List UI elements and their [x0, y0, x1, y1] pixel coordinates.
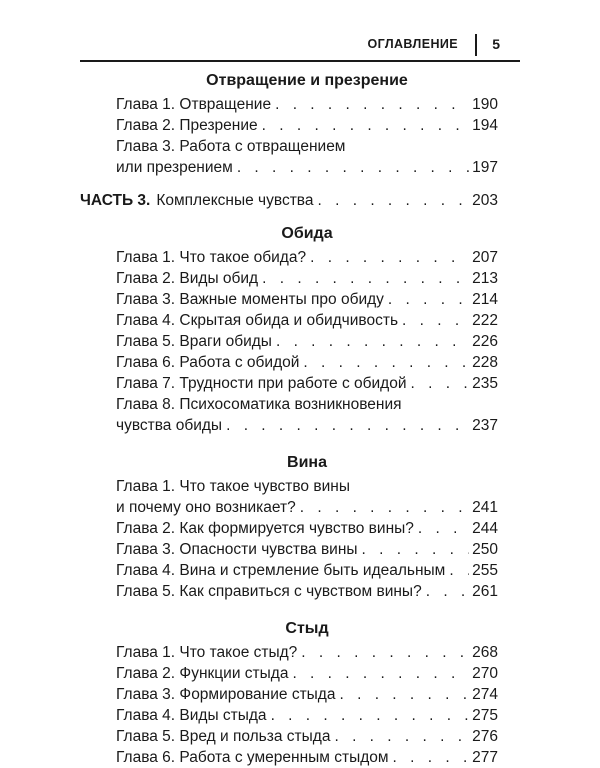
section-title-disgust: Отвращение и презрение: [206, 72, 408, 89]
entry-text: Глава 2. Виды обид: [116, 270, 259, 287]
leader-dots: [262, 268, 469, 289]
toc-entry[interactable]: [116, 476, 498, 518]
entry-page: 270: [472, 665, 498, 682]
entry-text-continued: или презрением: [116, 159, 233, 176]
entry-text: Глава 4. Виды стыда: [116, 707, 267, 724]
leader-dots: [418, 518, 469, 539]
toc-entry[interactable]: [116, 394, 498, 436]
entry-page: 276: [472, 728, 498, 745]
toc-entry[interactable]: [116, 247, 498, 268]
entry-page: 226: [472, 333, 498, 350]
leader-dots: [334, 726, 469, 747]
section-title-shame: Стыд: [285, 620, 329, 637]
entry-text: Глава 3. Работа с отвращением: [116, 138, 346, 155]
entry-page: 274: [472, 686, 498, 703]
leader-dots: [411, 373, 470, 394]
entry-text-continued: и почему оно возникает?: [116, 499, 296, 516]
leader-dots: [310, 247, 469, 268]
toc-entry[interactable]: [116, 705, 498, 726]
entry-page: 255: [472, 562, 498, 579]
entry-text: Глава 5. Враги обиды: [116, 333, 272, 350]
toc-entry[interactable]: [116, 663, 498, 684]
toc-entry[interactable]: [116, 268, 498, 289]
toc-entry[interactable]: [116, 94, 498, 115]
entry-page: 235: [472, 375, 498, 392]
entry-page: 237: [472, 417, 498, 434]
leader-dots: [388, 289, 469, 310]
running-header-section: ОГЛАВЛЕНИЕ: [367, 37, 458, 51]
entry-page: 197: [472, 159, 498, 176]
entry-text: Глава 2. Функции стыда: [116, 665, 289, 682]
entry-page: 275: [472, 707, 498, 724]
entry-text: Глава 8. Психосоматика возникновения: [116, 396, 402, 413]
entry-text: Глава 1. Что такое обида?: [116, 249, 307, 266]
entry-text: Глава 6. Работа с обидой: [116, 354, 300, 371]
entry-page: 194: [472, 117, 498, 134]
toc-entry[interactable]: [116, 115, 498, 136]
toc-entry[interactable]: [116, 560, 498, 581]
section-title-resentment: Обида: [281, 225, 333, 242]
entry-text: Глава 1. Что такое стыд?: [116, 644, 298, 661]
leader-dots: [402, 310, 469, 331]
entry-text-continued: чувства обиды: [116, 417, 223, 434]
entry-text: Глава 4. Скрытая обида и обидчивость: [116, 312, 399, 329]
leader-dots: [226, 415, 469, 436]
toc-entry[interactable]: [116, 581, 498, 602]
leader-dots: [276, 331, 469, 352]
page-number: 5: [492, 36, 500, 52]
toc-entry[interactable]: [116, 136, 498, 178]
entry-page: 244: [472, 520, 498, 537]
entry-text: Глава 3. Формирование стыда: [116, 686, 336, 703]
toc-entry[interactable]: [116, 747, 498, 768]
leader-dots: [426, 581, 469, 602]
entry-text: Глава 5. Вред и польза стыда: [116, 728, 331, 745]
toc-entry[interactable]: [116, 310, 498, 331]
leader-dots: [271, 705, 470, 726]
part-label: ЧАСТЬ 3.: [80, 192, 151, 209]
entry-text: Глава 2. Презрение: [116, 117, 258, 134]
toc-entry[interactable]: [116, 726, 498, 747]
entry-page: 241: [472, 499, 498, 516]
leader-dots: [362, 539, 470, 560]
entry-page: 277: [472, 749, 498, 766]
entry-text: Глава 5. Как справиться с чувством вины?: [116, 583, 422, 600]
entry-text: Глава 1. Отвращение: [116, 96, 272, 113]
entry-page: 222: [472, 312, 498, 329]
table-of-contents: [80, 68, 498, 768]
toc-entry[interactable]: [116, 518, 498, 539]
leader-dots: [275, 94, 469, 115]
section-title-guilt: Вина: [287, 454, 327, 471]
leader-dots: [303, 352, 469, 373]
header-rule: [80, 60, 520, 62]
entry-page: 261: [472, 583, 498, 600]
running-header: [80, 34, 520, 58]
entry-page: 250: [472, 541, 498, 558]
toc-entry[interactable]: [116, 373, 498, 394]
leader-dots: [300, 497, 469, 518]
entry-page: 214: [472, 291, 498, 308]
entry-page: 228: [472, 354, 498, 371]
leader-dots: [317, 190, 469, 211]
toc-entry[interactable]: [116, 352, 498, 373]
leader-dots: [237, 157, 469, 178]
entry-page: 207: [472, 249, 498, 266]
leader-dots: [449, 560, 469, 581]
entry-text: Глава 2. Как формируется чувство вины?: [116, 520, 414, 537]
entry-page: 213: [472, 270, 498, 287]
entry-page: 268: [472, 644, 498, 661]
leader-dots: [339, 684, 469, 705]
leader-dots: [393, 747, 470, 768]
header-divider: [475, 34, 477, 56]
entry-text: Глава 7. Трудности при работе с обидой: [116, 375, 407, 392]
entry-page: 190: [472, 96, 498, 113]
part-entry[interactable]: [80, 190, 498, 211]
entry-text: Глава 3. Важные моменты про обиду: [116, 291, 384, 308]
toc-entry[interactable]: [116, 331, 498, 352]
leader-dots: [292, 663, 469, 684]
entry-text: Глава 6. Работа с умеренным стыдом: [116, 749, 389, 766]
toc-entry[interactable]: [116, 684, 498, 705]
entry-text: Глава 1. Что такое чувство вины: [116, 478, 350, 495]
toc-entry[interactable]: [116, 642, 498, 663]
entry-text: Глава 4. Вина и стремление быть идеальным: [116, 562, 446, 579]
toc-entry[interactable]: [116, 289, 498, 310]
entry-text: Глава 3. Опасности чувства вины: [116, 541, 358, 558]
leader-dots: [301, 642, 469, 663]
toc-entry[interactable]: [116, 539, 498, 560]
part-title: Комплексные чувства: [156, 192, 314, 209]
entry-page: 203: [472, 192, 498, 209]
leader-dots: [262, 115, 469, 136]
